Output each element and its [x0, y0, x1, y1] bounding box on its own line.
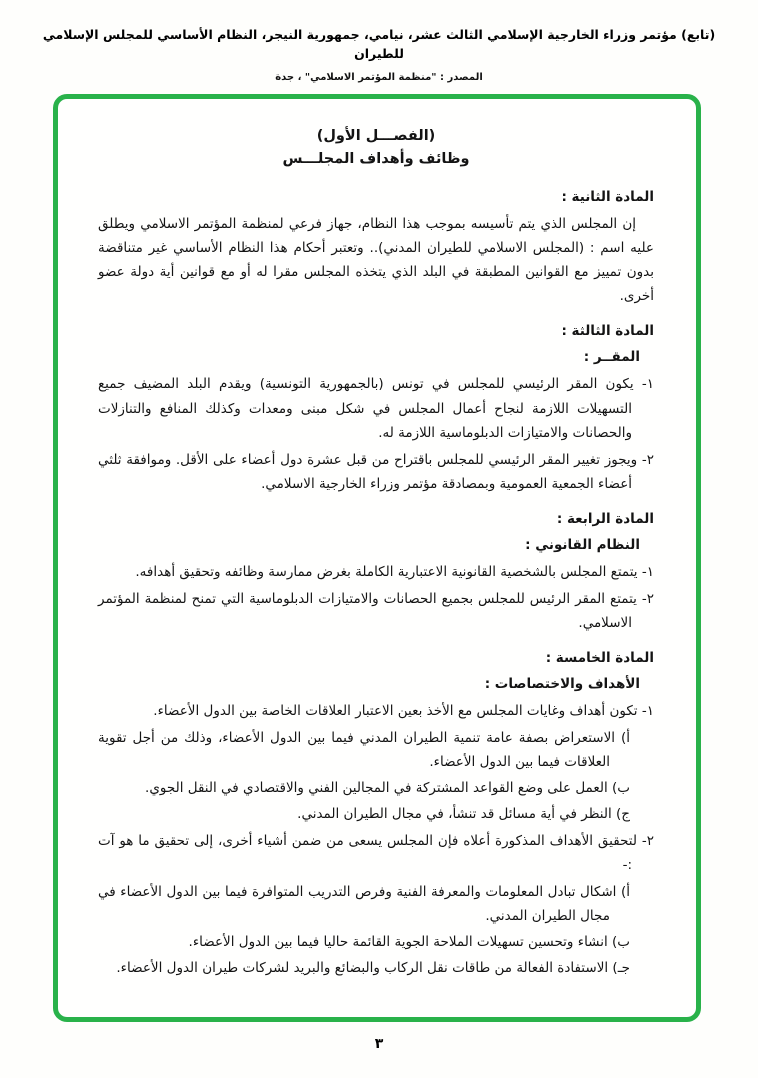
article-5-item-1-sub-a: أ) الاستعراض بصفة عامة تنمية الطيران المدني فيما بين الدول الأعضاء، وذلك من أجل تقوية العلاقات فيما بين الدول الأعضاء.	[98, 729, 630, 770]
article-5-subheading: الأهداف والاختصاصات :	[484, 675, 640, 692]
article-5-item-1: ١- تكون أهداف وغايات المجلس مع الأخذ بعين الاعتبار العلاقات الخاصة بين الدول الأعضاء.	[153, 702, 654, 719]
article-4-subheading: النظام القانوني :	[525, 536, 640, 553]
chapter-subtitle: وظائف وأهداف المجلـــس	[282, 151, 470, 168]
article-3-heading: المادة الثالثة :	[561, 323, 654, 340]
article-5-item-2-sub-a: أ) اشكال تبادل المعلومات والمعرفة الفنية وفرص التدريب المتوافرة فيما بين الدول الأعضاء في مجال الطيران المدني.	[98, 883, 630, 924]
article-2-heading: المادة الثانية :	[561, 189, 654, 206]
article-3-item-2: ٢- ويجوز تغيير المقر الرئيسي للمجلس باقتراح من قبل عشرة دول أعضاء على الأقل. وموافقة ثلثي أعضاء الجمعية العمومية وبمصادقة مؤتمر وزراء الخارجية الاسلامي.	[98, 451, 654, 492]
article-4-item-1: ١- يتمتع المجلس بالشخصية القانونية الاعتبارية الكاملة بغرض ممارسة وظائفه وتحقيق أهدافه.	[135, 563, 654, 580]
article-5-item-1-sub-b: ب) العمل على وضع القواعد المشتركة في المجالين الفني والاقتصادي في النقل الجوي.	[145, 779, 630, 796]
green-content-frame	[53, 94, 701, 1022]
article-4-heading: المادة الرابعة :	[556, 510, 654, 527]
chapter-title: (الفصـــل الأول)	[316, 128, 436, 144]
document-source-line: المصدر : "منظمة المؤتمر الاسلامي" ، جدة	[275, 71, 483, 83]
document-body	[58, 99, 696, 980]
document-header	[0, 26, 758, 83]
article-5-item-1-sub-c: ج) النظر في أية مسائل قد تنشأ، في مجال الطيران المدني.	[297, 805, 630, 822]
page-number: ٣	[374, 1036, 384, 1052]
article-5-item-2-sub-b: ب) انشاء وتحسين تسهيلات الملاحة الجوية القائمة حاليا فيما بين الدول الأعضاء.	[188, 933, 630, 950]
article-5-item-2: ٢- لتحقيق الأهداف المذكورة أعلاه فإن المجلس يسعى من ضمن أشياء أخرى، إلى تحقيق ما هو آت :-	[98, 832, 654, 873]
article-4-item-2: ٢- يتمتع المقر الرئيس للمجلس بجميع الحصانات والامتيازات الدبلوماسية التي تمنح لمنظمة المؤتمر الاسلامي.	[98, 590, 654, 631]
document-header-title: (تابع) مؤتمر وزراء الخارجية الإسلامي الثالث عشر، نيامي، جمهورية النيجر، النظام الأساسي للمجلس الإسلامي للطيران	[42, 27, 716, 61]
article-5-item-2-sub-c: جـ) الاستفادة الفعالة من طاقات نقل الركاب والبضائع والبريد لشركات طيران الدول الأعضاء.	[116, 959, 630, 976]
article-2-paragraph: إن المجلس الذي يتم تأسيسه بموجب هذا النظام، جهاز فرعي لمنظمة المؤتمر الاسلامي ويطلق عليه اسم : (المجلس الاسلامي للطيران المدني).. وتعتبر أحكام هذا النظام الأساسي غير متناقضة بدون تمييز مع القوانين المطبقة في البلد الذي يتخذه المجلس مقرا له أو مع قوانين أية دولة عضو أخرى.	[98, 216, 654, 305]
article-3-item-1: ١- يكون المقر الرئيسي للمجلس في تونس (بالجمهورية التونسية) ويقدم البلد المضيف جميع التسهيلات اللازمة لنجاح أعمال المجلس في شكل مبنى ومعدات وكذلك المنافع والتنازلات والحصانات والامتيازات الدبلوماسية اللازمة له.	[98, 376, 654, 441]
article-5-heading: المادة الخامسة :	[545, 649, 654, 666]
article-3-subheading: المقــر :	[583, 349, 640, 366]
